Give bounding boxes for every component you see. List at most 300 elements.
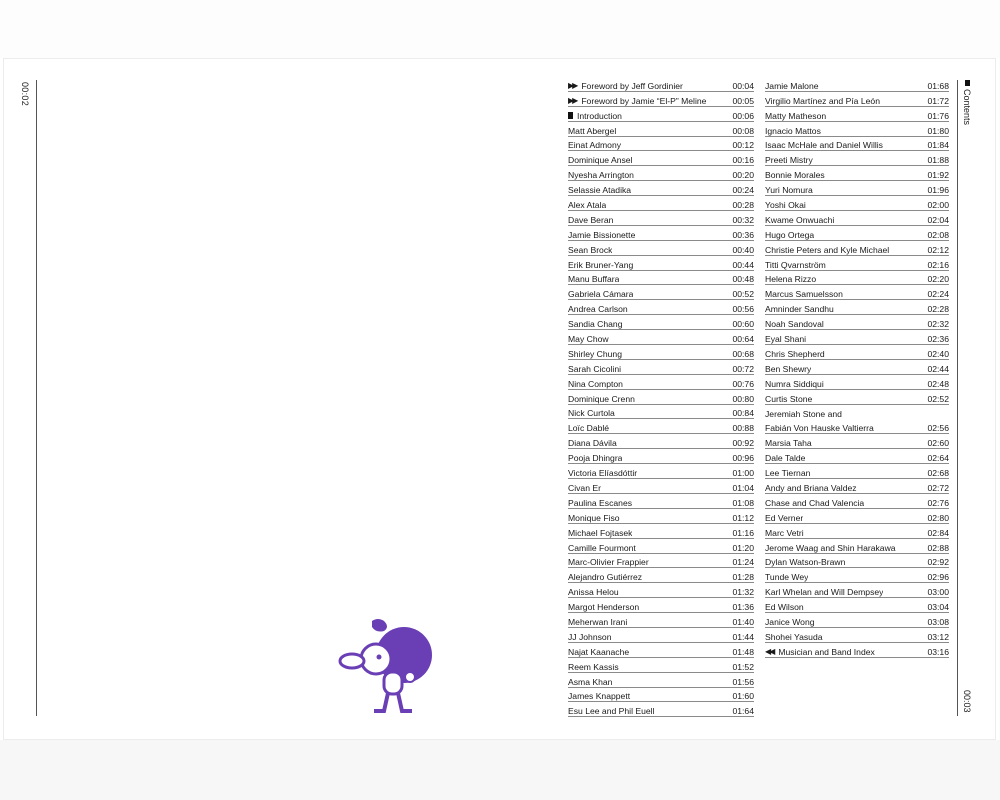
entry-name-text: Helena Rizzo — [765, 274, 817, 285]
contents-entry — [765, 360, 949, 375]
entry-timecode: 00:96 — [732, 453, 754, 464]
entry-name-text: Marc-Olivier Frappier — [568, 557, 649, 568]
entry-name-text: Alejandro Gutiérrez — [568, 572, 643, 583]
contents-entry — [765, 211, 949, 226]
contents-entry — [765, 390, 949, 405]
entry-name-text: Diana Dávila — [568, 438, 617, 449]
entry-name-text: Manu Buffara — [568, 274, 620, 285]
entry-name — [568, 408, 615, 418]
entry-name — [765, 289, 843, 299]
entry-timecode: 02:96 — [927, 572, 949, 583]
entry-name-text: Marc Vetri — [765, 527, 804, 538]
entry-name-text: Paulina Escanes — [568, 497, 633, 508]
entry-name-text: Numra Siddiqui — [765, 378, 824, 389]
contents-entry — [568, 271, 754, 286]
fast-forward-icon: ▶▶ — [568, 95, 577, 105]
entry-name-text: Sean Brock — [568, 244, 613, 255]
entry-timecode: 00:44 — [732, 259, 754, 270]
entry-timecode: 02:56 — [927, 423, 949, 434]
contents-entry — [568, 628, 754, 643]
entry-timecode: 03:08 — [927, 616, 949, 627]
entry-name — [765, 453, 805, 463]
entry-name-text: Marsia Taha — [765, 438, 812, 449]
contents-entry — [765, 643, 949, 658]
entry-name-text: Hugo Ortega — [765, 229, 815, 240]
entry-name-text: Chase and Chad Valencia — [765, 497, 865, 508]
entry-name-text: Monique Fiso — [568, 512, 620, 523]
contents-entry — [568, 315, 754, 330]
entry-name-text: Ignacio Mattos — [765, 125, 821, 136]
contents-entry — [568, 300, 754, 315]
entry-name-text: Lee Tiernan — [765, 468, 811, 479]
entry-name-text: Amninder Sandhu — [765, 304, 834, 315]
folio-right: 00:03 — [962, 690, 972, 713]
entry-name-text: Chris Shepherd — [765, 348, 825, 359]
fast-forward-icon: ▶▶ — [568, 80, 577, 90]
entry-name-text: Dave Beran — [568, 214, 614, 225]
contents-entry — [765, 554, 949, 569]
contents-entry — [765, 539, 949, 554]
contents-entry — [568, 241, 754, 256]
entry-name-text: Virgilio Martínez and Pía León — [765, 95, 880, 106]
entry-name — [568, 423, 609, 433]
entry-timecode: 00:06 — [732, 110, 754, 121]
entry-timecode: 02:28 — [927, 304, 949, 315]
entry-name — [568, 289, 633, 299]
contents-entry — [568, 375, 754, 390]
contents-entry — [765, 449, 949, 464]
entry-name-text: Jeremiah Stone and — [765, 409, 842, 420]
entry-name-text: Ed Verner — [765, 512, 804, 523]
contents-entry — [765, 166, 949, 181]
entry-name — [765, 423, 874, 433]
entry-name — [568, 453, 622, 463]
background-top — [0, 0, 1000, 58]
contents-entry — [568, 568, 754, 583]
entry-name-text: Civan Er — [568, 482, 601, 493]
contents-entry — [568, 702, 754, 717]
contents-entry — [765, 479, 949, 494]
entry-name-text: Einat Admony — [568, 140, 622, 151]
entry-timecode: 02:24 — [927, 289, 949, 300]
entry-name — [765, 200, 806, 210]
entry-timecode: 03:16 — [927, 646, 949, 657]
entry-name — [765, 260, 826, 270]
entry-name-text: Michael Fojtasek — [568, 527, 633, 538]
entry-timecode: 02:76 — [927, 497, 949, 508]
contents-entry — [568, 658, 754, 673]
entry-name — [765, 170, 825, 180]
entry-timecode: 01:04 — [732, 482, 754, 493]
entry-name — [765, 498, 864, 508]
entry-name — [765, 617, 815, 627]
entry-name — [568, 245, 612, 255]
entry-name — [568, 81, 683, 91]
entry-name-text: Erik Bruner-Yang — [568, 259, 634, 270]
entry-name-text: Yoshi Okai — [765, 200, 806, 211]
entry-name — [568, 349, 622, 359]
entry-name-text: Foreword by Jeff Gordinier — [581, 80, 683, 91]
contents-entry — [765, 256, 949, 271]
contents-entry — [765, 196, 949, 211]
entry-name — [568, 632, 611, 642]
entry-name — [765, 185, 813, 195]
right-margin-rule — [957, 80, 958, 716]
entry-name-text: Eyal Shani — [765, 334, 807, 345]
entry-name-text: Dylan Watson-Brawn — [765, 557, 846, 568]
entry-name — [765, 647, 875, 657]
entry-name — [765, 140, 883, 150]
entry-timecode: 00:12 — [732, 140, 754, 151]
contents-entry — [568, 122, 754, 137]
entry-timecode: 02:36 — [927, 334, 949, 345]
contents-entry — [765, 137, 949, 152]
entry-name — [765, 394, 812, 404]
entry-timecode: 00:76 — [732, 378, 754, 389]
entry-name — [568, 647, 629, 657]
entry-name — [568, 691, 630, 701]
contents-entry — [568, 449, 754, 464]
entry-name — [568, 394, 635, 404]
entry-name — [568, 528, 632, 538]
entry-timecode: 00:16 — [732, 155, 754, 166]
entry-name — [568, 126, 616, 136]
contents-entry — [568, 137, 754, 152]
entry-timecode: 02:68 — [927, 468, 949, 479]
contents-entry — [568, 598, 754, 613]
entry-name-text: Jamie Malone — [765, 80, 819, 91]
contents-entry — [568, 509, 754, 524]
contents-entry — [765, 122, 949, 137]
entry-name-text: Margot Henderson — [568, 602, 640, 613]
entry-name-text: James Knappett — [568, 691, 631, 702]
entry-timecode: 01:44 — [732, 631, 754, 642]
contents-entry — [568, 196, 754, 211]
entry-name — [765, 409, 842, 419]
entry-timecode: 00:68 — [732, 348, 754, 359]
contents-entry — [765, 509, 949, 524]
contents-entry — [765, 330, 949, 345]
entry-timecode: 02:16 — [927, 259, 949, 270]
entry-timecode: 01:16 — [732, 527, 754, 538]
contents-entry — [568, 77, 754, 92]
entry-name — [765, 126, 821, 136]
contents-entry — [568, 226, 754, 241]
entry-name — [765, 96, 880, 106]
contents-entry — [568, 92, 754, 107]
entry-name — [568, 230, 635, 240]
entry-timecode: 03:00 — [927, 587, 949, 598]
contents-entry — [765, 77, 949, 92]
contents-entry — [568, 464, 754, 479]
entry-name — [568, 662, 619, 672]
entry-timecode: 00:20 — [732, 170, 754, 181]
entry-name-text: Tunde Wey — [765, 572, 809, 583]
entry-name-text: Selassie Atadika — [568, 185, 632, 196]
contents-label — [962, 80, 972, 125]
entry-timecode: 00:80 — [732, 393, 754, 404]
entry-timecode: 01:32 — [732, 587, 754, 598]
entry-name-text: Janice Wong — [765, 616, 815, 627]
entry-name-text: Gabriela Cámara — [568, 289, 634, 300]
entry-timecode: 02:80 — [927, 512, 949, 523]
entry-name-text: Shirley Chung — [568, 348, 622, 359]
entry-timecode: 02:64 — [927, 453, 949, 464]
entry-timecode: 01:40 — [732, 616, 754, 627]
entry-name-text: Musician and Band Index — [778, 646, 875, 657]
entry-name — [765, 468, 810, 478]
contents-entry — [568, 419, 754, 434]
entry-name — [568, 706, 654, 716]
contents-entry — [765, 92, 949, 107]
entry-timecode: 02:04 — [927, 214, 949, 225]
entry-timecode: 01:76 — [927, 110, 949, 121]
entry-timecode: 01:72 — [927, 95, 949, 106]
stop-icon — [568, 112, 573, 119]
contents-entry — [568, 151, 754, 166]
entry-timecode: 02:44 — [927, 363, 949, 374]
contents-entry — [765, 583, 949, 598]
contents-entry — [765, 285, 949, 300]
entry-timecode: 01:68 — [927, 80, 949, 91]
entry-name-text: Dominique Crenn — [568, 393, 635, 404]
contents-entry — [568, 554, 754, 569]
contents-entry — [765, 300, 949, 315]
entry-timecode: 02:88 — [927, 542, 949, 553]
entry-timecode: 02:32 — [927, 319, 949, 330]
entry-name-text: Karl Whelan and Will Dempsey — [765, 587, 884, 598]
entry-name-text: Dominique Ansel — [568, 155, 633, 166]
entry-timecode: 02:72 — [927, 482, 949, 493]
entry-name — [765, 528, 804, 538]
contents-entry — [568, 539, 754, 554]
entry-name — [765, 632, 823, 642]
contents-entry — [765, 598, 949, 613]
entry-name — [568, 677, 612, 687]
entry-name-text: Victoria Elíasdóttir — [568, 468, 638, 479]
entry-timecode: 02:12 — [927, 244, 949, 255]
entry-timecode: 02:60 — [927, 438, 949, 449]
entry-name — [765, 587, 883, 597]
entry-name — [765, 334, 806, 344]
contents-entry — [765, 271, 949, 286]
contents-entry — [765, 241, 949, 256]
contents-entry — [765, 181, 949, 196]
entry-name-text: Preeti Mistry — [765, 155, 813, 166]
contents-entry — [568, 181, 754, 196]
entry-timecode: 00:52 — [732, 289, 754, 300]
contents-entry — [568, 390, 754, 405]
entry-timecode: 01:56 — [732, 676, 754, 687]
mascot-illustration — [332, 617, 442, 717]
entry-timecode: 01:60 — [732, 691, 754, 702]
entry-name — [765, 111, 826, 121]
entry-name — [568, 155, 633, 165]
entry-timecode: 00:92 — [732, 438, 754, 449]
contents-entry — [568, 285, 754, 300]
entry-timecode: 02:84 — [927, 527, 949, 538]
contents-entry — [568, 434, 754, 449]
entry-timecode: 01:84 — [927, 140, 949, 151]
contents-entry — [568, 360, 754, 375]
entry-name-text: Andy and Briana Valdez — [765, 482, 857, 493]
contents-entry — [765, 107, 949, 122]
entry-name-text: Ed Wilson — [765, 602, 804, 613]
left-margin-rule — [36, 80, 37, 716]
entry-name — [568, 572, 642, 582]
entry-timecode: 00:04 — [732, 80, 754, 91]
entry-timecode: 01:36 — [732, 602, 754, 613]
entry-name — [568, 468, 637, 478]
contents-entry — [568, 345, 754, 360]
entry-name — [568, 185, 631, 195]
entry-name-text: Loïc Dablé — [568, 423, 610, 434]
entry-timecode: 00:24 — [732, 185, 754, 196]
entry-name — [765, 215, 834, 225]
entry-name-text: Ben Shewry — [765, 363, 812, 374]
entry-timecode: 01:92 — [927, 170, 949, 181]
entry-name-text: Christie Peters and Kyle Michael — [765, 244, 890, 255]
entry-name — [568, 617, 627, 627]
contents-label-text: Contents — [962, 89, 972, 126]
entry-name-text: Andrea Carlson — [568, 304, 628, 315]
entry-timecode: 00:56 — [732, 304, 754, 315]
entry-timecode: 00:40 — [732, 244, 754, 255]
entry-name — [765, 379, 824, 389]
entry-timecode: 00:36 — [732, 229, 754, 240]
entry-name — [568, 274, 619, 284]
entry-name-text: Matt Abergel — [568, 125, 617, 136]
entry-name — [568, 602, 639, 612]
entry-name-text: Alex Atala — [568, 200, 607, 211]
entry-timecode: 02:92 — [927, 557, 949, 568]
entry-name — [568, 304, 628, 314]
contents-entry — [765, 345, 949, 360]
entry-timecode: 00:32 — [732, 214, 754, 225]
entry-name-text: Shohei Yasuda — [765, 631, 823, 642]
contents-entry — [568, 688, 754, 703]
entry-name — [765, 274, 816, 284]
entry-name-text: Foreword by Jamie “El-P” Meline — [581, 95, 707, 106]
contents-entry — [765, 568, 949, 583]
contents-column-1 — [568, 77, 754, 717]
entry-name — [568, 557, 649, 567]
contents-entry — [568, 613, 754, 628]
entry-name-text: Nick Curtola — [568, 408, 615, 419]
entry-timecode: 00:08 — [732, 125, 754, 136]
entry-name — [765, 155, 813, 165]
contents-entry — [568, 583, 754, 598]
entry-name-text: Jamie Bissionette — [568, 229, 636, 240]
entry-name — [568, 96, 706, 106]
entry-name — [765, 364, 811, 374]
contents-column-2 — [765, 77, 949, 658]
entry-timecode: 02:52 — [927, 393, 949, 404]
entry-timecode: 00:48 — [732, 274, 754, 285]
entry-name — [568, 498, 632, 508]
entry-name-text: Isaac McHale and Daniel Willis — [765, 140, 883, 151]
rewind-icon: ◀◀ — [765, 646, 774, 656]
contents-entry — [568, 330, 754, 345]
entry-timecode: 01:12 — [732, 512, 754, 523]
entry-name — [568, 260, 633, 270]
entry-name-text: Reem Kassis — [568, 661, 619, 672]
contents-entry — [568, 405, 754, 420]
entry-timecode: 01:64 — [732, 706, 754, 717]
entry-timecode: 00:05 — [732, 95, 754, 106]
entry-name-text: Sarah Cicolini — [568, 363, 622, 374]
entry-timecode: 00:64 — [732, 334, 754, 345]
entry-name — [568, 215, 613, 225]
entry-timecode: 00:84 — [732, 408, 754, 419]
entry-name — [765, 513, 803, 523]
entry-name-text: Bonnie Morales — [765, 170, 825, 181]
contents-entry — [765, 613, 949, 628]
entry-name — [568, 483, 601, 493]
entry-timecode: 00:28 — [732, 200, 754, 211]
contents-entry — [765, 419, 949, 434]
contents-entry — [765, 315, 949, 330]
entry-name-text: Titti Qvarnström — [765, 259, 826, 270]
entry-name — [765, 349, 825, 359]
entry-name-text: Fabián Von Hauske Valtierra — [765, 423, 874, 434]
entry-timecode: 00:88 — [732, 423, 754, 434]
contents-entry — [568, 256, 754, 271]
contents-entry — [568, 211, 754, 226]
entry-name — [568, 543, 636, 553]
entry-timecode: 03:04 — [927, 602, 949, 613]
entry-name-text: Curtis Stone — [765, 393, 813, 404]
contents-entry — [765, 151, 949, 166]
contents-entry — [568, 479, 754, 494]
entry-name — [568, 438, 617, 448]
entry-name — [765, 572, 808, 582]
entry-name-text: Najat Kaanache — [568, 646, 630, 657]
entry-name-text: Jerome Waag and Shin Harakawa — [765, 542, 896, 553]
entry-name-text: Pooja Dhingra — [568, 453, 623, 464]
entry-name-text: Marcus Samuelsson — [765, 289, 843, 300]
entry-timecode: 00:60 — [732, 319, 754, 330]
entry-name — [568, 587, 619, 597]
entry-name — [568, 170, 634, 180]
contents-entry — [765, 405, 949, 420]
contents-entry — [765, 375, 949, 390]
contents-entry — [765, 524, 949, 539]
contents-entry — [765, 628, 949, 643]
entry-name — [765, 483, 857, 493]
entry-name-text: Nyesha Arrington — [568, 170, 634, 181]
entry-name-text: Camille Fourmont — [568, 542, 636, 553]
entry-name-text: Introduction — [577, 110, 622, 121]
entry-timecode: 01:00 — [732, 468, 754, 479]
entry-name-text: Meherwan Irani — [568, 616, 628, 627]
entry-name — [568, 364, 621, 374]
entry-name — [568, 200, 606, 210]
entry-name — [765, 304, 834, 314]
entry-name-text: Yuri Nomura — [765, 185, 813, 196]
entry-timecode: 01:28 — [732, 572, 754, 583]
contents-entry — [765, 226, 949, 241]
entry-timecode: 01:24 — [732, 557, 754, 568]
folio-left: 00:02 — [20, 82, 30, 107]
entry-timecode: 01:20 — [732, 542, 754, 553]
entry-name — [765, 557, 845, 567]
entry-timecode: 02:20 — [927, 274, 949, 285]
entry-name-text: Kwame Onwuachi — [765, 214, 835, 225]
entry-name — [568, 319, 622, 329]
entry-name-text: Matty Matheson — [765, 110, 827, 121]
entry-name-text: Dale Talde — [765, 453, 806, 464]
